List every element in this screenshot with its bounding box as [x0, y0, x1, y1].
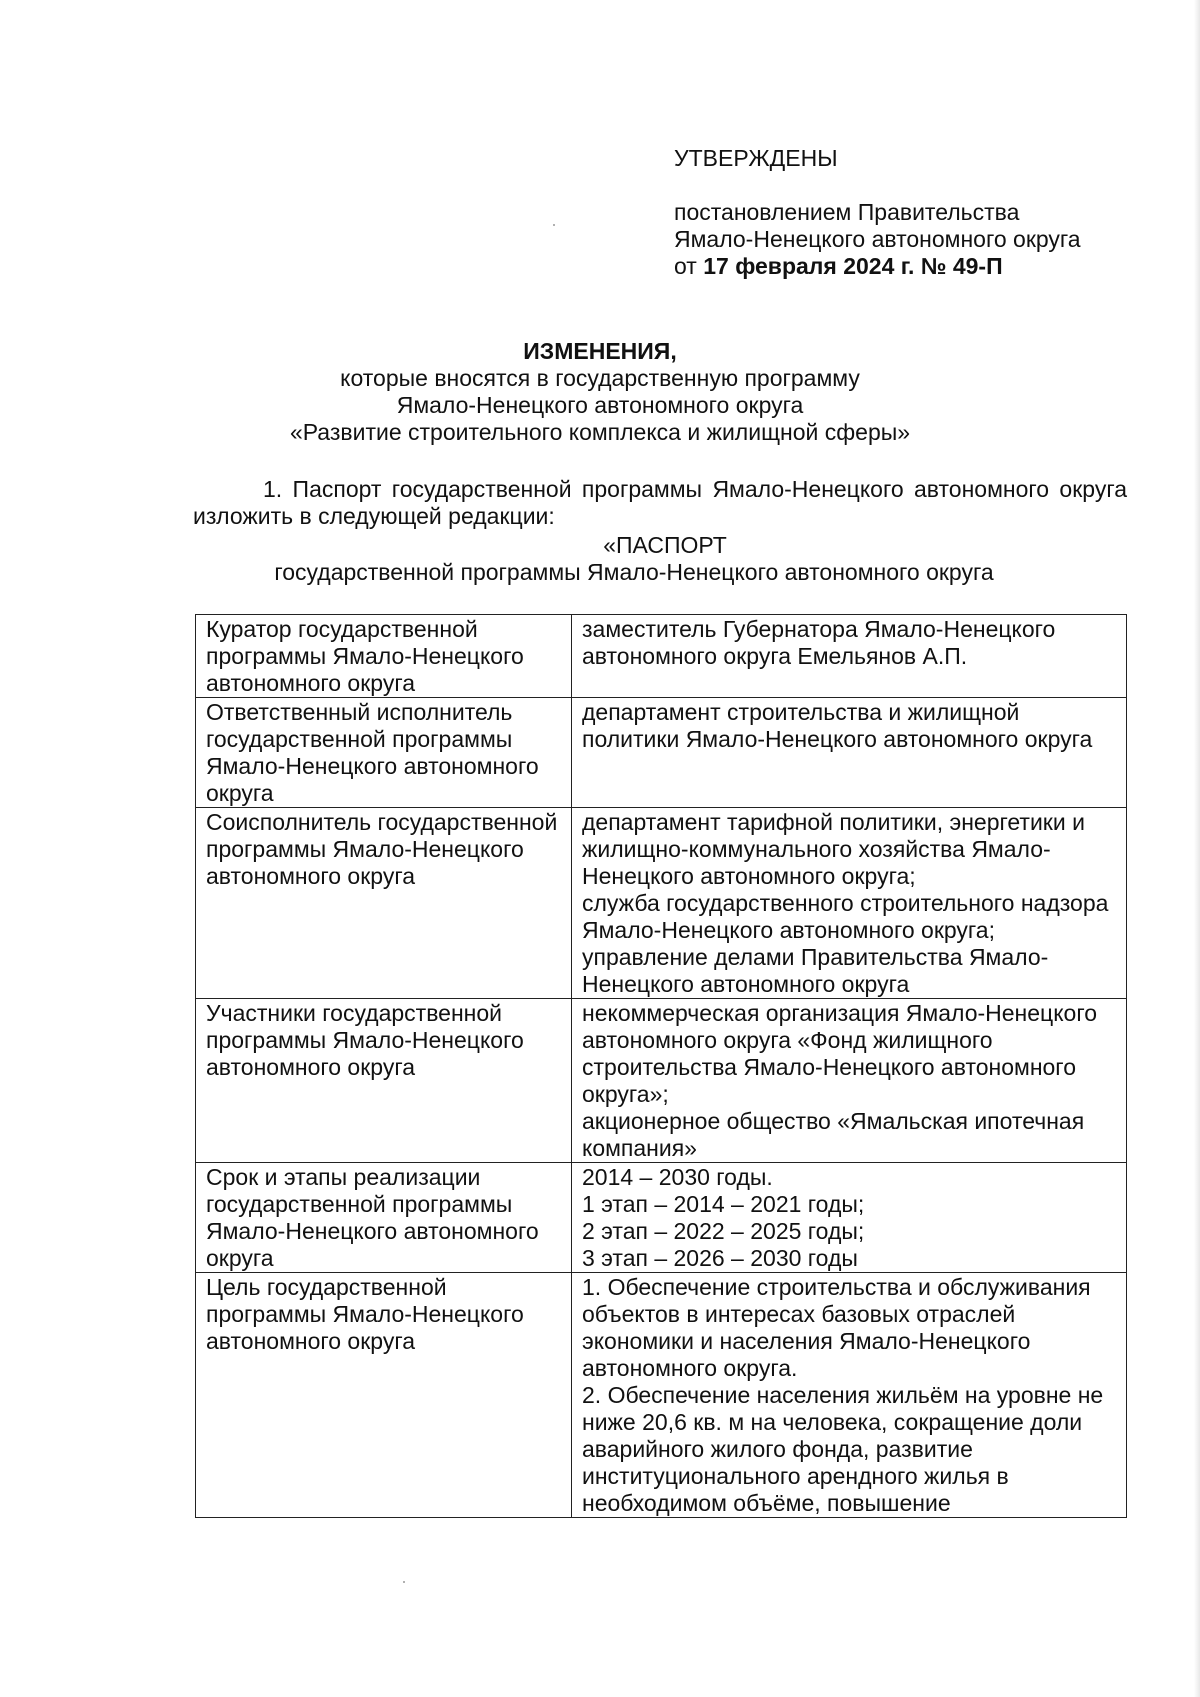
passport-subtitle: государственной программы Ямало-Ненецкого автономного округа [274, 559, 994, 585]
passport-row-value [572, 1273, 1127, 1518]
passport-value-line: управление делами Правительства Ямало-Ненецкого автономного округа [582, 944, 1049, 997]
passport-row [196, 698, 1127, 808]
heading-line: которые вносятся в государственную программу [340, 365, 860, 391]
heading-line: Ямало-Ненецкого автономного округа [396, 392, 804, 418]
passport-value-line: акционерное общество «Ямальская ипотечная компания» [582, 1108, 1085, 1161]
passport-row [196, 615, 1127, 698]
passport-row-label: Срок и этапы реализации государственной программы Ямало-Ненецкого автономного округа [196, 1163, 572, 1273]
passport-row-value [572, 698, 1127, 808]
approval-title: УТВЕРЖДЕНЫ [674, 145, 838, 171]
heading-line: «Развитие строительного комплекса и жилищной сферы» [289, 419, 911, 445]
passport-row-value [572, 615, 1127, 698]
passport-row [196, 999, 1127, 1163]
approval-date-line [674, 253, 1081, 280]
passport-row-label: Куратор государственной программы Ямало-Ненецкого автономного округа [196, 615, 572, 698]
passport-value-line: 3 этап – 2026 – 2030 годы [582, 1245, 858, 1271]
passport-value-line: департамент строительства и жилищной политики Ямало-Ненецкого автономного округа [582, 699, 1093, 752]
passport-value-line: 2. Обеспечение населения жильём на уровне не ниже 20,6 кв. м на человека, сокращение доли аварийного жилого фонда, развитие институционального арендного жилья в необходимом объёме, повышение [582, 1382, 1104, 1516]
passport-value-line: служба государственного строительного надзора Ямало-Ненецкого автономного округа; [582, 890, 1109, 943]
page-edge-shadow [1194, 0, 1200, 1697]
passport-value-line: некоммерческая организация Ямало-Ненецкого автономного округа «Фонд жилищного строительства Ямало-Ненецкого автономного округа»; [582, 1000, 1097, 1107]
passport-value-line: 1. Обеспечение строительства и обслуживания объектов в интересах базовых отраслей экономики и населения Ямало-Ненецкого автономного округа. [582, 1274, 1091, 1381]
approval-block [674, 145, 1081, 280]
passport-value-line: заместитель Губернатора Ямало-Ненецкого автономного округа Емельянов А.П. [582, 616, 1056, 669]
approval-date-prefix: от [674, 253, 704, 279]
passport-row-value [572, 808, 1127, 999]
passport-row [196, 1273, 1127, 1518]
passport-row-value [572, 1163, 1127, 1273]
decree-number: 17 февраля 2024 г. № 49-П [703, 253, 1003, 279]
scan-speck [403, 1581, 405, 1583]
passport-table [195, 614, 1127, 1518]
scan-speck [553, 224, 555, 226]
heading-main: ИЗМЕНЕНИЯ, [523, 338, 677, 364]
passport-title-block [0, 532, 1200, 586]
passport-value-line: 1 этап – 2014 – 2021 годы; [582, 1191, 865, 1217]
passport-value-line: 2 этап – 2022 – 2025 годы; [582, 1218, 865, 1244]
passport-value-line: департамент тарифной политики, энергетики и жилищно-коммунального хозяйства Ямало-Ненецкого автономного округа; [582, 809, 1085, 889]
passport-table-body [196, 615, 1127, 1518]
passport-row-label: Ответственный исполнитель государственной программы Ямало-Ненецкого автономного округа [196, 698, 572, 808]
body-paragraph: 1. Паспорт государственной программы Ямало-Ненецкого автономного округа изложить в следующей редакции: [193, 476, 1127, 529]
passport-row [196, 1163, 1127, 1273]
passport-row-label: Цель государственной программы Ямало-Ненецкого автономного округа [196, 1273, 572, 1518]
passport-row-value [572, 999, 1127, 1163]
passport-title: «ПАСПОРТ [603, 532, 727, 558]
passport-value-line: 2014 – 2030 годы. [582, 1164, 773, 1190]
document-heading [0, 338, 1200, 446]
approval-line: постановлением Правительства [674, 199, 1020, 225]
passport-row-label: Соисполнитель государственной программы Ямало-Ненецкого автономного округа [196, 808, 572, 999]
passport-row [196, 808, 1127, 999]
approval-line: Ямало-Ненецкого автономного округа [674, 226, 1081, 252]
passport-row-label: Участники государственной программы Ямало-Ненецкого автономного округа [196, 999, 572, 1163]
